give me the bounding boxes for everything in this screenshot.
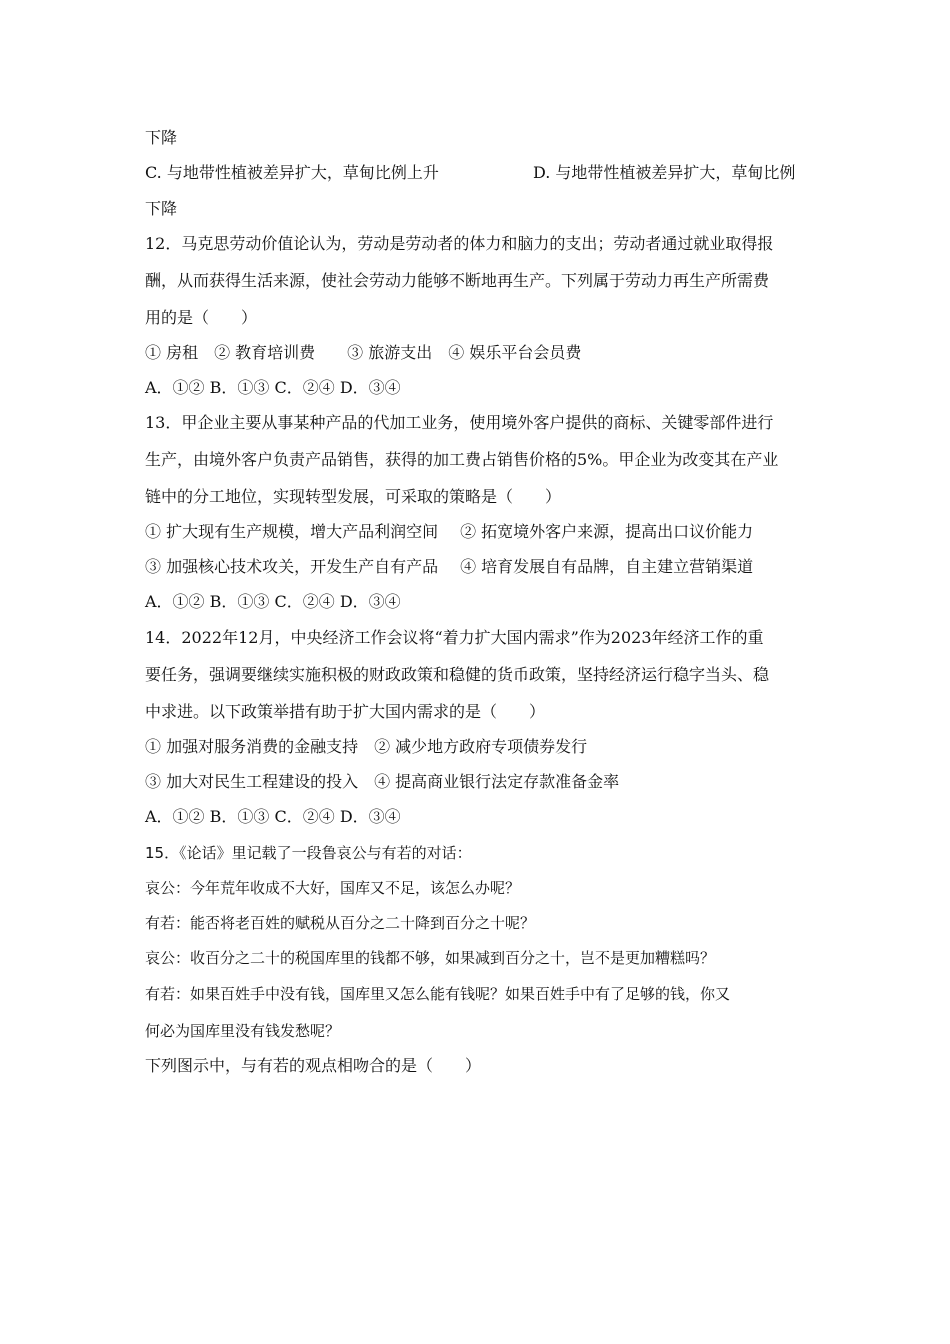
- q13-stem-line: 13．甲企业主要从事某种产品的代加工业务，使用境外客户提供的商标、关键零部件进行: [145, 413, 774, 432]
- q14-items: ③ 加大对民生工程建设的投入 ④ 提高商业银行法定存款准备金率: [145, 772, 620, 791]
- q12-stem-line: 用的是（ ）: [145, 308, 258, 327]
- q11-option-c: C. 与地带性植被差异扩大，草甸比例上升: [145, 163, 439, 182]
- q15-question: 下列图示中，与有若的观点相吻合的是（ ）: [145, 1056, 482, 1075]
- q12-stem-line: 酬，从而获得生活来源，使社会劳动力能够不断地再生产。下列属于劳动力再生产所需费: [145, 271, 770, 290]
- q15-dialogue-line: 有若：如果百姓手中没有钱，国库里又怎么能有钱呢？如果百姓手中有了足够的钱，你又: [145, 985, 731, 1003]
- q15-dialogue-line: 何必为国库里没有钱发愁呢？: [145, 1022, 341, 1040]
- q11-options-row: [145, 162, 815, 184]
- q14-stem-line: 中求进。以下政策举措有助于扩大国内需求的是（ ）: [145, 702, 546, 721]
- q13-stem-line: 生产，由境外客户负责产品销售，获得的加工费占销售价格的5%。甲企业为改变其在产业: [145, 450, 779, 469]
- q15-dialogue-line: 有若：能否将老百姓的赋税从百分之二十降到百分之十呢？: [145, 914, 536, 932]
- q13-item-1: ① 扩大现有生产规模，增大产品利润空间: [145, 522, 439, 541]
- q14-items: ① 加强对服务消费的金融支持 ② 减少地方政府专项债券发行: [145, 737, 588, 756]
- q12-stem-line: 12．马克思劳动价值论认为，劳动是劳动者的体力和脑力的支出；劳动者通过就业取得报: [145, 234, 774, 253]
- q15-dialogue-line: 哀公：收百分之二十的税国库里的钱都不够，如果减到百分之十，岂不是更加糟糕吗？: [145, 949, 716, 967]
- q14-options: A．①② B．①③ C．②④ D．③④: [145, 807, 401, 826]
- q13-item-4: ④ 培育发展自有品牌，自主建立营销渠道: [460, 557, 754, 576]
- q13-item-3: ③ 加强核心技术攻关，开发生产自有产品: [145, 557, 439, 576]
- q12-items: ① 房租 ② 教育培训费 ③ 旅游支出 ④ 娱乐平台会员费: [145, 343, 582, 362]
- q11-option-d: D. 与地带性植被差异扩大，草甸比例: [533, 163, 796, 182]
- q11-tail-line: 下降: [145, 128, 178, 147]
- q15-dialogue-line: 哀公：今年荒年收成不大好，国库又不足，该怎么办呢？: [145, 879, 521, 897]
- q13-item-2: ② 拓宽境外客户来源，提高出口议价能力: [460, 522, 754, 541]
- q12-options: A．①② B．①③ C．②④ D．③④: [145, 378, 401, 397]
- q14-stem-line: 要任务，强调要继续实施积极的财政政策和稳健的货币政策，坚持经济运行稳字当头、稳: [145, 665, 770, 684]
- q13-items-row: [145, 556, 815, 578]
- q14-stem-line: 14．2022年12月，中央经济工作会议将“着力扩大国内需求”作为2023年经济工作的重: [145, 628, 764, 647]
- q13-items-row: [145, 521, 815, 543]
- q11-tail-line: 下降: [145, 199, 178, 218]
- q13-options: A．①② B．①③ C．②④ D．③④: [145, 592, 401, 611]
- q13-stem-line: 链中的分工地位，实现转型发展，可采取的策略是（ ）: [145, 487, 562, 506]
- q15-stem-line: 15．《论话》里记载了一段鲁哀公与有若的对话：: [145, 844, 472, 862]
